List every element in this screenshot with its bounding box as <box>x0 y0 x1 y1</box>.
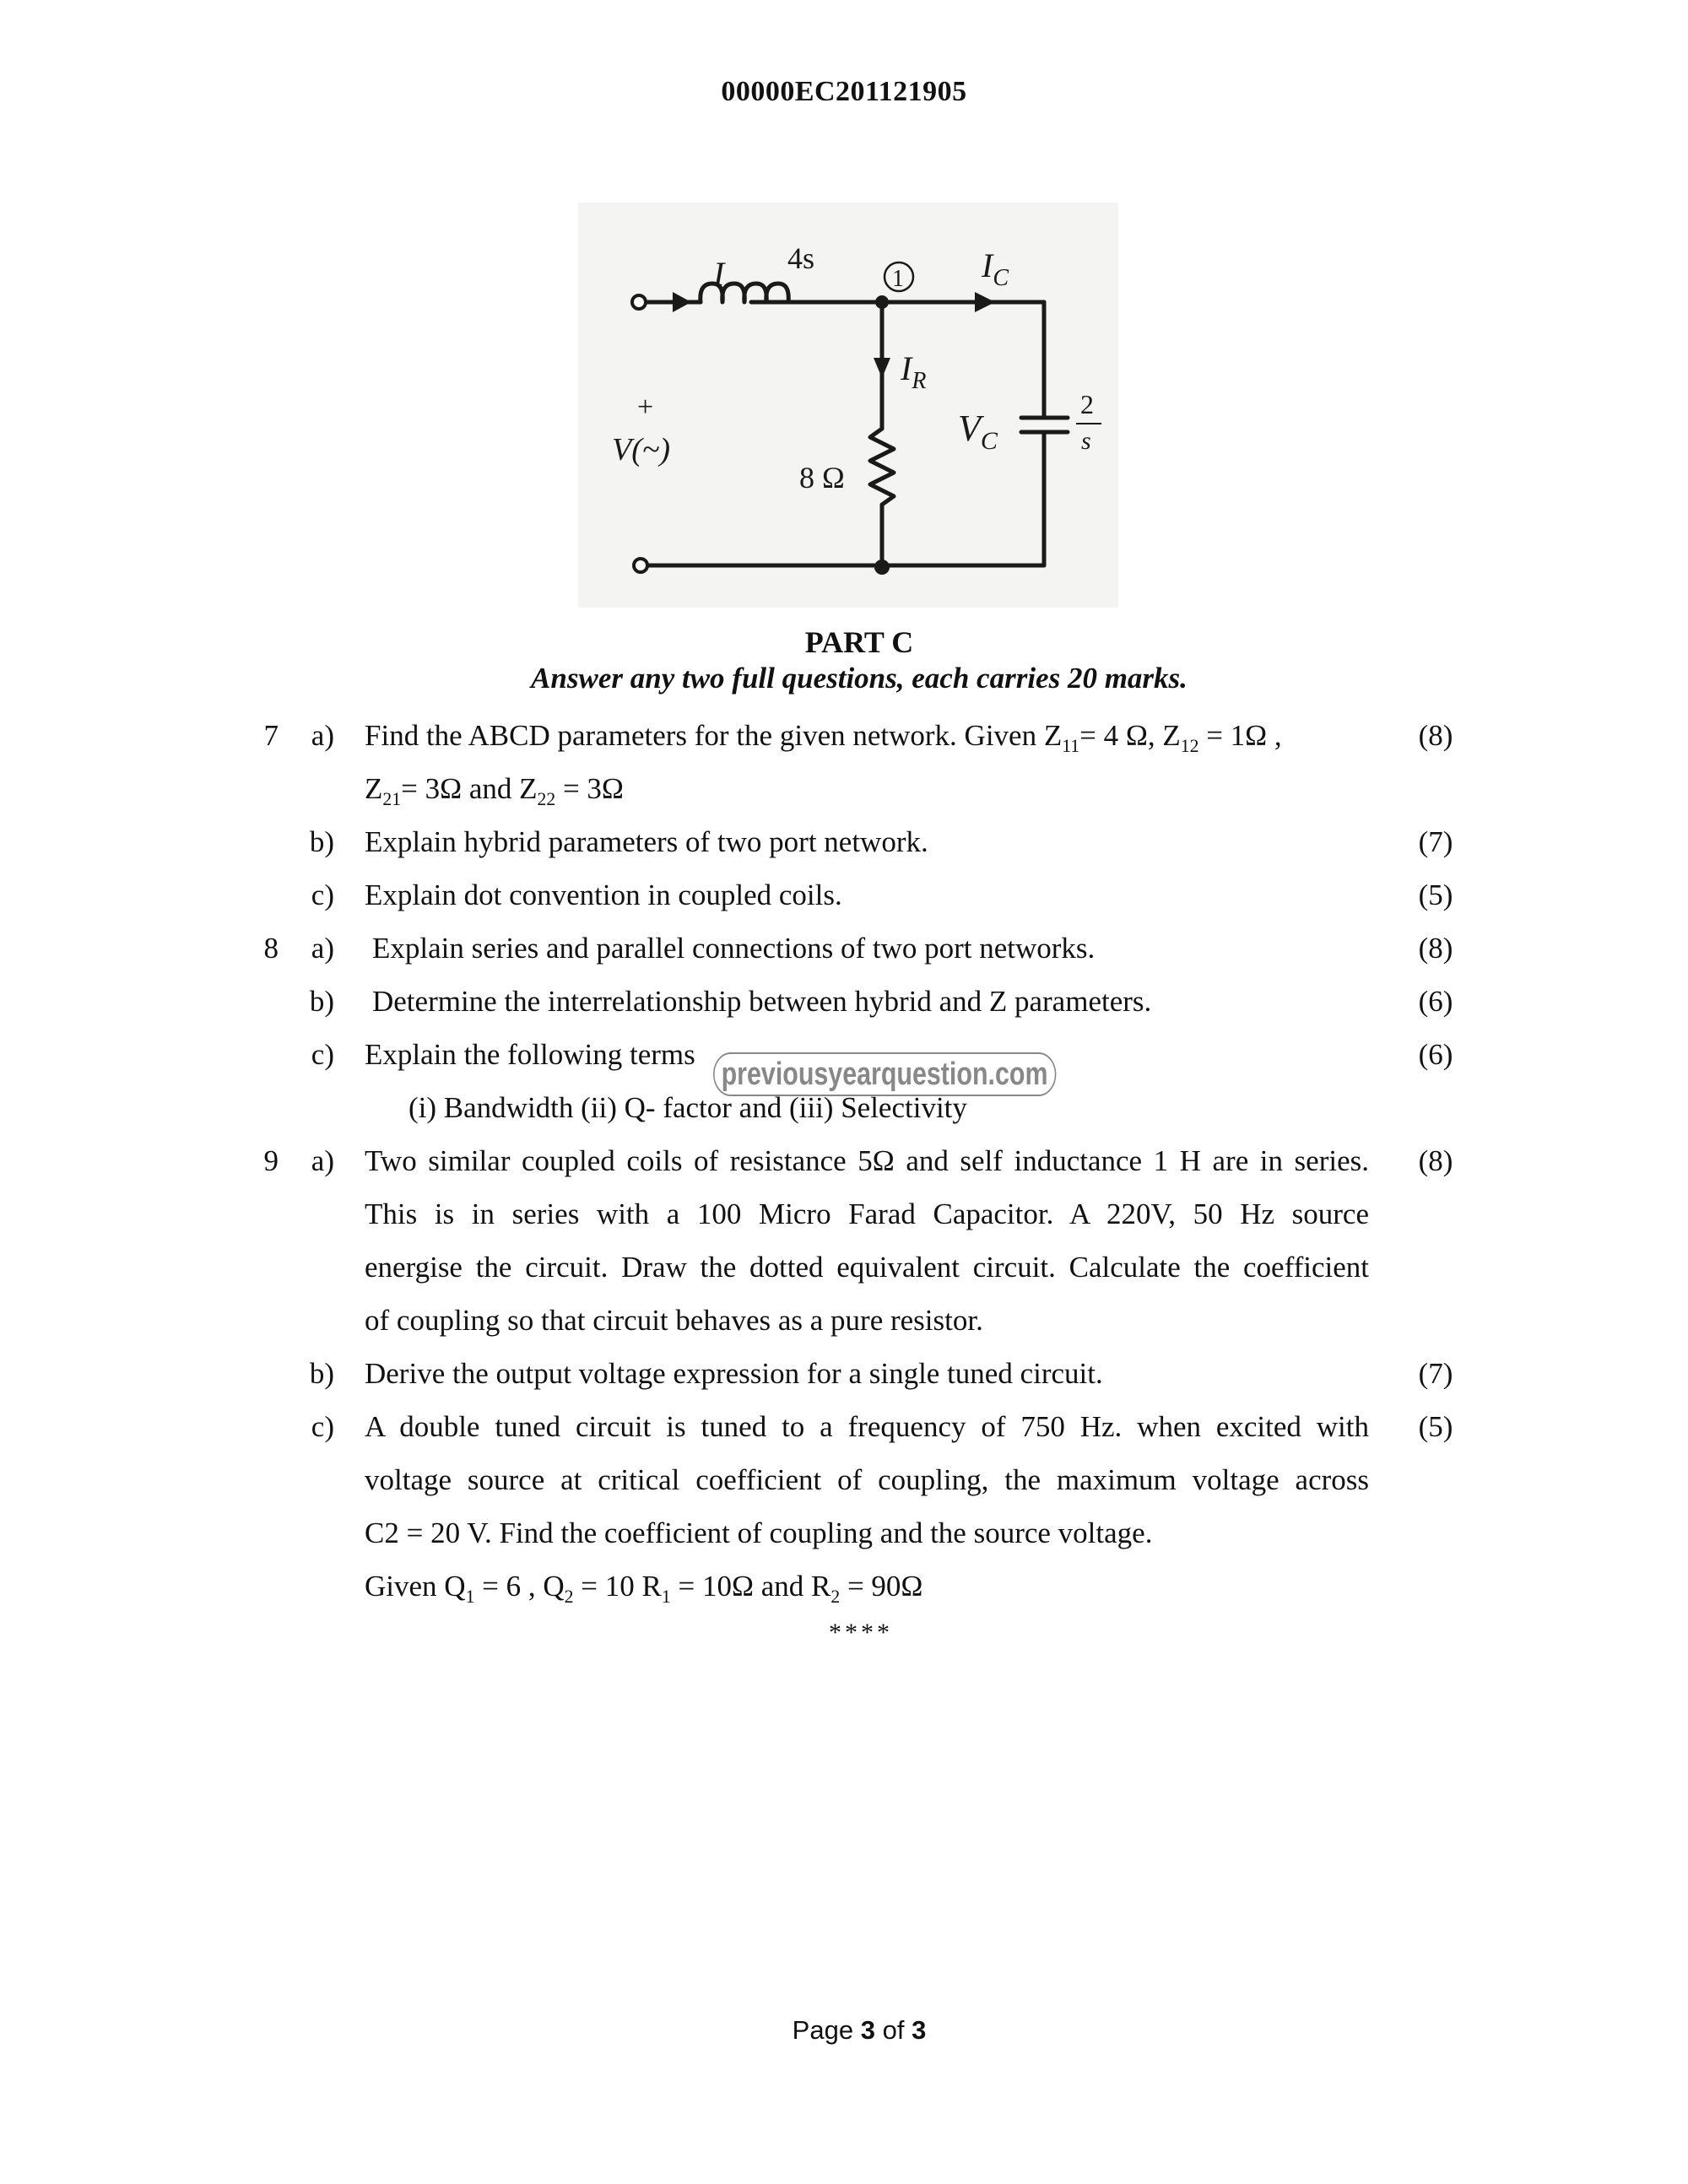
q9a-line3: energise the circuit. Draw the dotted equivalent circuit. Calculate the coefficient <box>365 1251 1369 1284</box>
q9a-marks: (8) <box>1418 1144 1453 1177</box>
q8a-text: Explain series and parallel connections of two port networks. <box>372 932 1096 965</box>
current-ic-label: I <box>982 246 993 284</box>
q7c-text: Explain dot convention in coupled coils. <box>365 878 842 911</box>
q7a-line1: Find the ABCD parameters for the given network. Given $Z_{11}= 4$ Ω, $Z_{12} = 1\Omega$ , <box>365 719 1282 756</box>
current-ic-subscript: C <box>993 265 1009 291</box>
q8c-marks: (6) <box>1418 1038 1453 1071</box>
inductor-label: 4s <box>787 241 815 275</box>
q7a-marks: (8) <box>1418 719 1453 752</box>
q7a-line2: $Z_{21}= 3\Omega$ and $Z_{22} = 3\Omega$ <box>365 772 624 809</box>
input-terminal-top <box>632 295 646 309</box>
q8b-label: b) <box>309 985 334 1018</box>
q9b-text: Derive the output voltage expression for a single tuned circuit. <box>365 1357 1103 1390</box>
current-ir-label: I <box>901 349 912 387</box>
q8c-text: Explain the following terms <box>365 1038 695 1071</box>
question-number-9: 9 <box>263 1144 279 1177</box>
q7b-marks: (7) <box>1418 825 1453 858</box>
cap-voltage-subscript: C <box>980 427 998 455</box>
cap-denominator: s <box>1081 427 1091 455</box>
circuit-diagram <box>578 203 1118 608</box>
current-i-label: I <box>713 255 725 293</box>
current-ir-subscript: R <box>912 368 927 394</box>
q7c-marks: (5) <box>1418 878 1453 911</box>
q8b-marks: (6) <box>1418 985 1453 1018</box>
q8c-label: c) <box>311 1038 334 1071</box>
q9b-marks: (7) <box>1418 1357 1453 1390</box>
page-prefix: Page <box>792 2015 854 2045</box>
page-total: 3 <box>912 2015 927 2045</box>
source-label: V(~) <box>612 432 671 468</box>
q9b-label: b) <box>309 1357 334 1390</box>
source-plus: + <box>637 392 654 423</box>
page-current: 3 <box>860 2015 875 2045</box>
q7b-text: Explain hybrid parameters of two port network. <box>365 825 928 858</box>
q9a-line4: of coupling so that circuit behaves as a pure resistor. <box>365 1304 983 1337</box>
resistor-label: 8 Ω <box>799 461 845 495</box>
q9c-line1: A double tuned circuit is tuned to a frequency of 750 Hz. when excited with <box>365 1410 1369 1443</box>
page-of: of <box>882 2015 905 2045</box>
document-code: 00000EC201121905 <box>721 76 967 107</box>
q9c-line4: Given $Q_1 = 6$ , $Q_2 = 10$ $R_1 = 10\Omega$ and $R_2 = 90\Omega$ <box>365 1570 923 1607</box>
end-of-paper-mark: **** <box>829 1619 893 1646</box>
q9c-line3: C2 = 20 V. Find the coefficient of coupling and the source voltage. <box>365 1516 1153 1549</box>
node-label: 1 <box>892 266 904 292</box>
input-terminal-bottom <box>634 559 647 572</box>
page-number <box>0 2015 1688 2046</box>
q8a-label: a) <box>311 932 334 965</box>
watermark-logo: previousyearquestion.com <box>713 1052 1056 1096</box>
part-instruction: Answer any two full questions, each carries 20 marks. <box>531 662 1188 695</box>
q9c-line2: voltage source at critical coefficient of coupling, the maximum voltage across <box>365 1463 1369 1496</box>
q9a-line2: This is in series with a 100 Micro Farad Capacitor. A 220V, 50 Hz source <box>365 1197 1369 1230</box>
q8a-marks: (8) <box>1418 932 1453 965</box>
q7c-label: c) <box>311 878 334 911</box>
q8b-text: Determine the interrelationship between hybrid and Z parameters. <box>372 985 1152 1018</box>
q9a-line1: Two similar coupled coils of resistance 5Ω and self inductance 1 H are in series. <box>365 1144 1369 1177</box>
q9a-label: a) <box>311 1144 334 1177</box>
part-title: PART C <box>804 625 914 659</box>
q7a-label: a) <box>311 719 334 752</box>
cap-voltage-label: V <box>958 408 981 449</box>
q7b-label: b) <box>309 825 334 858</box>
q9c-marks: (5) <box>1418 1410 1453 1443</box>
cap-numerator: 2 <box>1080 389 1094 419</box>
q8c-subterms: (i) Bandwidth (ii) Q- factor and (iii) Selectivity <box>408 1091 967 1124</box>
question-number-8: 8 <box>263 932 279 965</box>
q9c-label: c) <box>311 1410 334 1443</box>
question-number-7: 7 <box>263 719 279 752</box>
